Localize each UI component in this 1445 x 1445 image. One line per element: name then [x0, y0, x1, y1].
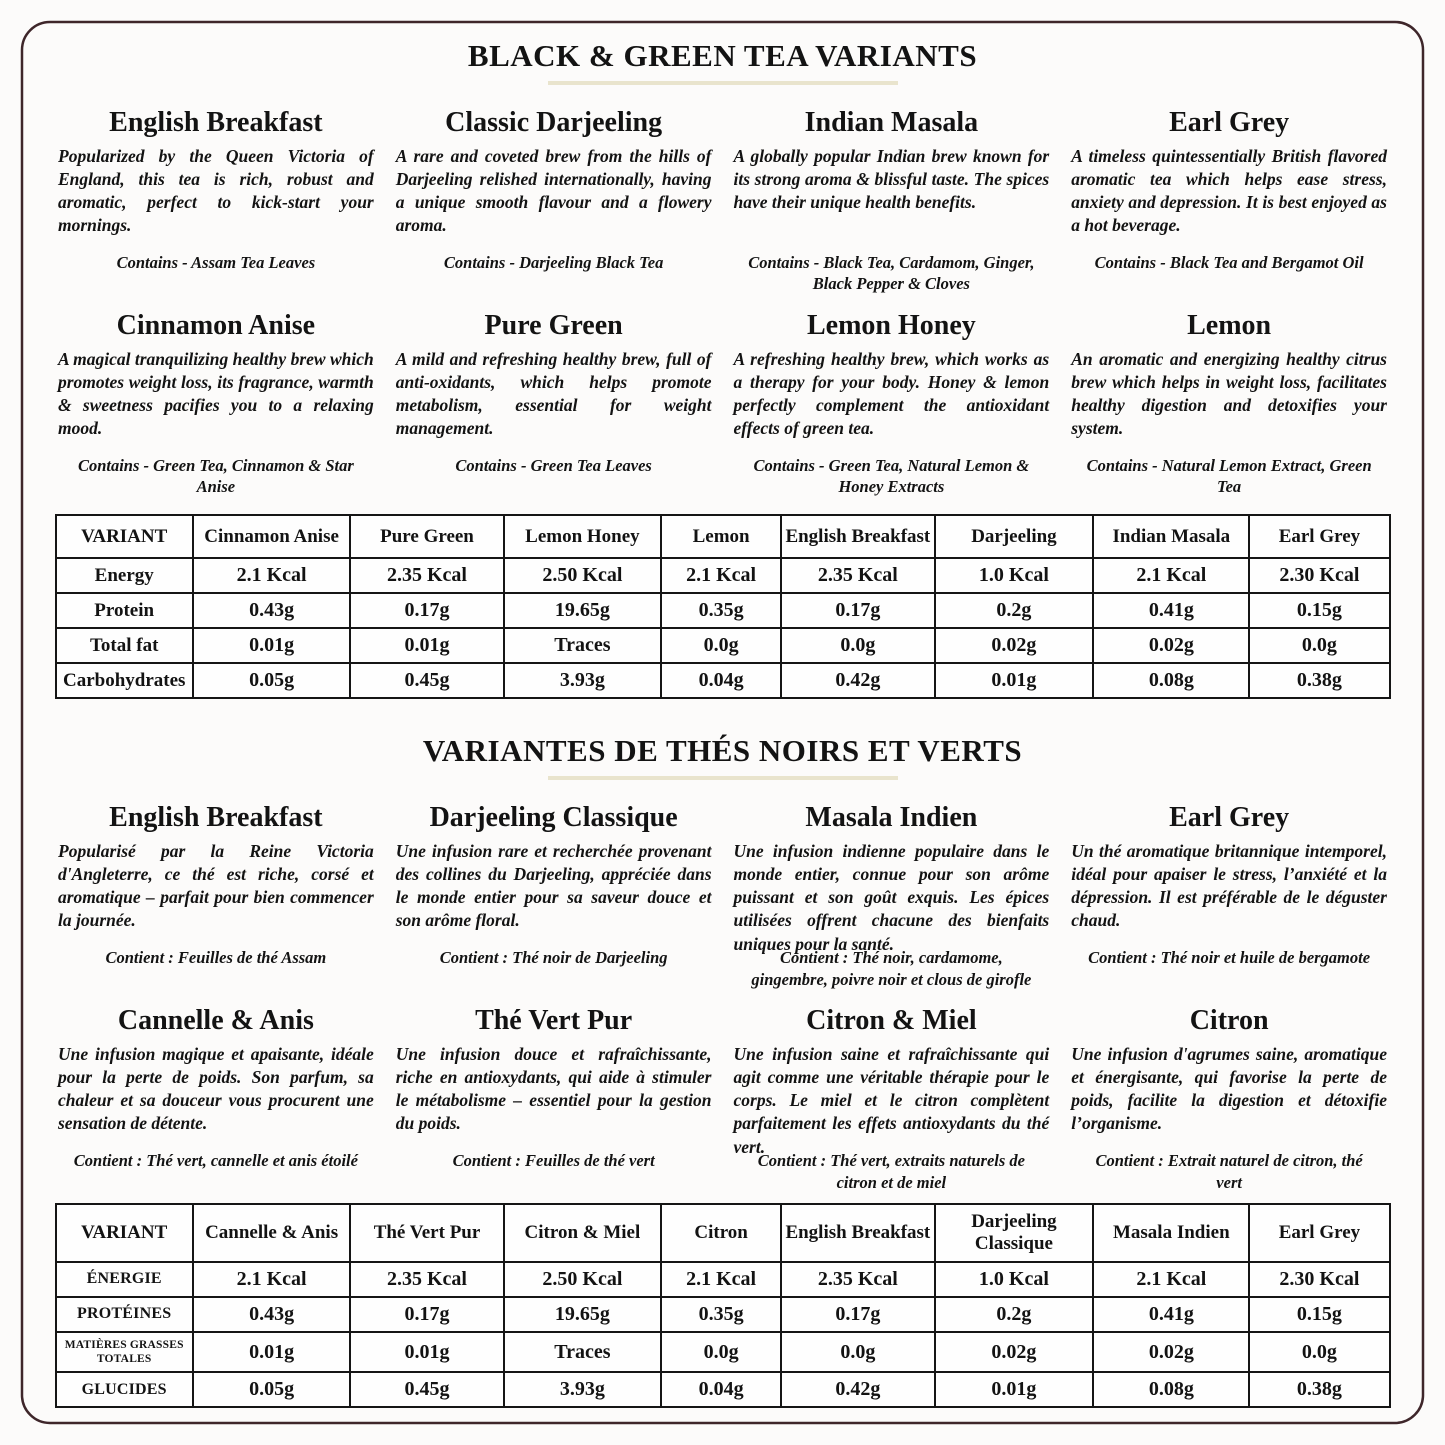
tea-card-contains: Contient : Thé vert, extraits naturels de citron et de miel [757, 1151, 1025, 1192]
table-header-cell: Cannelle & Anis [193, 1204, 350, 1262]
tea-card-title: Cinnamon Anise [116, 309, 316, 341]
table-header-cell: Cinnamon Anise [193, 515, 350, 559]
tea-card-earl-grey-en [1071, 93, 1387, 296]
value-cell: 0.17g [781, 593, 934, 628]
tea-card-pure-green [396, 296, 712, 499]
row-label-cell: Energy [56, 558, 193, 593]
row-label-cell: PROTÉINES [56, 1297, 193, 1332]
value-cell: 2.1 Kcal [1093, 558, 1249, 593]
tea-card-description: A magical tranquilizing healthy brew which promotes weight loss, its fragrance, warmth & sweetness pacifies you to a relaxing mood. [58, 348, 374, 439]
value-cell: 0.08g [1093, 1372, 1249, 1407]
tea-card-darjeeling-classique [396, 788, 712, 991]
table-row-glucides [56, 1372, 1390, 1407]
value-cell: 0.02g [935, 628, 1094, 663]
value-cell: 0.45g [350, 1372, 503, 1407]
tea-card-description: Un thé aromatique britannique intemporel, idéal pour apaiser le stress, l’anxiété et la dépression. Il est préférable de le déguster chaud. [1071, 841, 1387, 931]
table-header-cell: Lemon [661, 515, 781, 559]
value-cell: 19.65g [504, 1297, 661, 1332]
value-cell: 2.35 Kcal [350, 558, 503, 593]
table-header-row [56, 1204, 1390, 1262]
table-row-carbohydrates [56, 663, 1390, 698]
tea-card-description: A globally popular Indian brew known for its strong aroma & blissful taste. The spices have their unique health benefits. [733, 145, 1050, 212]
tea-card-lemon-honey [734, 296, 1050, 499]
value-cell: 2.50 Kcal [504, 1262, 661, 1297]
value-cell: 0.41g [1093, 1297, 1249, 1332]
value-cell: 2.30 Kcal [1249, 1262, 1389, 1297]
value-cell: 0.15g [1249, 593, 1389, 628]
section-title-en: BLACK & GREEN TEA VARIANTS [467, 38, 978, 73]
tea-card-description: Une infusion rare et recherchée provenant des collines du Darjeeling, appréciée dans le monde entier pour sa saveur douce et son arôme floral. [395, 841, 712, 931]
tea-card-cinnamon-anise [58, 296, 374, 499]
value-cell: 19.65g [504, 593, 661, 628]
tea-card-title: Indian Masala [804, 106, 979, 138]
tea-card-title: English Breakfast [109, 801, 323, 833]
nutrition-table-fr [55, 1203, 1391, 1408]
tea-card-contains: Contains - Green Tea Leaves [455, 455, 652, 475]
value-cell: 0.0g [781, 1332, 934, 1373]
tea-card-title: Citron & Miel [806, 1004, 977, 1036]
value-cell: 0.17g [350, 1297, 503, 1332]
value-cell: 0.38g [1249, 1372, 1389, 1407]
value-cell: 0.2g [935, 1297, 1094, 1332]
tea-card-contains: Contient : Feuilles de thé Assam [105, 948, 327, 968]
value-cell: 0.05g [193, 1372, 350, 1407]
tea-card-description: Popularisé par la Reine Victoria d'Angleterre, ce thé est riche, corsé et aromatique – parfait pour bien commencer la journée. [58, 841, 374, 931]
tea-card-contains: Contains - Green Tea, Natural Lemon & Honey Extracts [753, 455, 1030, 497]
value-cell: 0.04g [661, 663, 781, 698]
table-row-proteines [56, 1297, 1390, 1332]
value-cell: 2.1 Kcal [193, 558, 350, 593]
tea-card-cannelle-anis [58, 991, 374, 1194]
value-cell: 0.45g [350, 663, 503, 698]
table-row-energy [56, 558, 1390, 593]
value-cell: 0.17g [781, 1297, 934, 1332]
nutrition-table-wrap-en [50, 514, 1395, 700]
tea-card-citron [1071, 991, 1387, 1194]
value-cell: 0.35g [661, 1297, 781, 1332]
tea-card-title: Masala Indien [805, 801, 978, 833]
tea-card-title: Darjeeling Classique [429, 801, 678, 833]
value-cell: 2.1 Kcal [661, 1262, 781, 1297]
table-header-cell: Citron & Miel [504, 1204, 661, 1262]
value-cell: 0.01g [935, 1372, 1094, 1407]
tea-card-contains: Contient : Thé vert, cannelle et anis étoilé [73, 1151, 358, 1171]
value-cell: 0.04g [661, 1372, 781, 1407]
table-header-cell: Masala Indien [1093, 1204, 1249, 1262]
value-cell: 0.2g [935, 593, 1094, 628]
value-cell: 0.38g [1249, 663, 1389, 698]
value-cell: 2.1 Kcal [1093, 1262, 1249, 1297]
tea-card-contains: Contains - Darjeeling Black Tea [443, 252, 664, 272]
tea-card-contains: Contains - Black Tea and Bergamot Oil [1094, 252, 1364, 272]
value-cell: Traces [504, 628, 661, 663]
value-cell: 0.08g [1093, 663, 1249, 698]
tea-card-contains: Contains - Black Tea, Cardamom, Ginger, Black Pepper & Cloves [748, 252, 1035, 294]
value-cell: 2.1 Kcal [661, 558, 781, 593]
value-cell: 2.35 Kcal [350, 1262, 503, 1297]
row-label-cell: Total fat [56, 628, 193, 663]
value-cell: 0.01g [350, 628, 503, 663]
value-cell: 2.1 Kcal [193, 1262, 350, 1297]
section-english [50, 40, 1395, 699]
table-row-total-fat [56, 628, 1390, 663]
tea-card-indian-masala [734, 93, 1050, 296]
tea-card-title: Lemon [1187, 309, 1272, 341]
tea-card-title: Lemon Honey [806, 309, 976, 341]
tea-card-contains: Contient : Extrait naturel de citron, thé vert [1095, 1151, 1363, 1192]
tea-card-description: A rare and coveted brew from the hills of Darjeeling relished internationally, having a unique smooth flavour and a flowery aroma. [395, 145, 712, 236]
title-underline-fr [548, 776, 898, 780]
tea-card-title: Cannelle & Anis [117, 1004, 314, 1036]
tea-card-citron-miel [734, 991, 1050, 1194]
value-cell: 0.42g [781, 1372, 934, 1407]
tea-card-title: Citron [1189, 1004, 1269, 1036]
value-cell: 0.01g [193, 628, 350, 663]
tea-card-english-breakfast-en [58, 93, 374, 296]
tea-card-contains: Contient : Feuilles de thé vert [452, 1151, 655, 1171]
tea-card-description: A mild and refreshing healthy brew, full of anti-oxidants, which helps promote metabolism, essential for weight management. [395, 348, 712, 439]
value-cell: 0.0g [1249, 628, 1389, 663]
tea-card-classic-darjeeling [396, 93, 712, 296]
table-header-cell: Darjeeling [935, 515, 1094, 559]
value-cell: 0.43g [193, 1297, 350, 1332]
tea-card-english-breakfast-fr [58, 788, 374, 991]
tea-card-contains: Contains - Green Tea, Cinnamon & Star Anise [77, 455, 354, 497]
value-cell: 2.35 Kcal [781, 558, 934, 593]
value-cell: 0.0g [1249, 1332, 1389, 1373]
table-header-cell: Lemon Honey [504, 515, 661, 559]
value-cell: 2.50 Kcal [504, 558, 661, 593]
table-header-cell: Earl Grey [1249, 515, 1389, 559]
tea-card-earl-grey-fr [1071, 788, 1387, 991]
tea-card-description: A timeless quintessentially British flavored aromatic tea which helps ease stress, anxiety and depression. It is best enjoyed as a hot beverage. [1071, 145, 1387, 236]
tea-card-title: Earl Grey [1169, 801, 1290, 833]
tea-card-contains: Contient : Thé noir de Darjeeling [439, 948, 668, 968]
table-header-row [56, 515, 1390, 559]
value-cell: 0.01g [935, 663, 1094, 698]
section-french [50, 735, 1395, 1408]
value-cell: 0.02g [1093, 628, 1249, 663]
table-header-cell: Darjeeling Classique [935, 1204, 1094, 1262]
value-cell: 1.0 Kcal [935, 1262, 1094, 1297]
tea-card-description: Une infusion douce et rafraîchissante, riche en antioxydants, qui aide à stimuler le métabolisme – essentiel pour la gestion du poids. [395, 1044, 712, 1134]
tea-card-masala-indien [734, 788, 1050, 991]
value-cell: 0.05g [193, 663, 350, 698]
row-label-cell: GLUCIDES [56, 1372, 193, 1407]
nutrition-table-wrap-fr [50, 1203, 1395, 1408]
table-header-cell: Indian Masala [1093, 515, 1249, 559]
value-cell: 0.02g [935, 1332, 1094, 1373]
table-header-cell: Earl Grey [1249, 1204, 1389, 1262]
value-cell: 3.93g [504, 1372, 661, 1407]
tea-card-description: Une infusion d'agrumes saine, aromatique et énergisante, qui favorise la perte de poids, facilite la digestion et détoxifie l’organisme. [1071, 1044, 1387, 1134]
tea-card-contains: Contains - Assam Tea Leaves [116, 252, 316, 272]
value-cell: 3.93g [504, 663, 661, 698]
row-label-cell: ÉNERGIE [56, 1262, 193, 1297]
tea-card-contains: Contient : Thé noir et huile de bergamote [1088, 948, 1371, 968]
table-row-matieres-grasses [56, 1332, 1390, 1373]
tea-card-description: Une infusion magique et apaisante, idéale pour la perte de poids. Son parfum, sa chaleur et sa douceur vous procurent une sensation de détente. [58, 1044, 374, 1134]
tea-card-title: Earl Grey [1169, 106, 1290, 138]
row-label-cell: Carbohydrates [56, 663, 193, 698]
tea-card-title: Classic Darjeeling [445, 106, 663, 138]
value-cell: 0.35g [661, 593, 781, 628]
value-cell: 0.01g [193, 1332, 350, 1373]
value-cell: 0.15g [1249, 1297, 1389, 1332]
value-cell: 0.42g [781, 663, 934, 698]
value-cell: 2.30 Kcal [1249, 558, 1389, 593]
tea-card-description: A refreshing healthy brew, which works as a therapy for your body. Honey & lemon perfectly complement the antioxidant effects of green tea. [733, 348, 1050, 439]
value-cell: 0.41g [1093, 593, 1249, 628]
value-cell: 0.0g [661, 628, 781, 663]
nutrition-table-en [55, 514, 1391, 700]
tea-card-description: An aromatic and energizing healthy citrus brew which helps in weight loss, facilitates healthy digestion and detoxifies your system. [1071, 348, 1387, 439]
table-header-cell: VARIANT [56, 1204, 193, 1262]
title-underline-en [548, 81, 898, 85]
value-cell: 0.01g [350, 1332, 503, 1373]
table-header-cell: VARIANT [56, 515, 193, 559]
value-cell: 0.43g [193, 593, 350, 628]
table-header-cell: Pure Green [350, 515, 503, 559]
value-cell: 0.0g [781, 628, 934, 663]
tea-card-contains: Contient : Thé noir, cardamome, gingembre, poivre noir et clous de girofle [751, 948, 1032, 989]
value-cell: 0.17g [350, 593, 503, 628]
tea-card-contains: Contains - Natural Lemon Extract, Green Tea [1086, 455, 1372, 497]
tea-card-the-vert-pur [396, 991, 712, 1194]
table-row-energie [56, 1262, 1390, 1297]
tea-card-description: Popularized by the Queen Victoria of England, this tea is rich, robust and aromatic, perfect to kick-start your mornings. [58, 145, 374, 236]
tea-card-title: Pure Green [484, 309, 623, 341]
value-cell: 1.0 Kcal [935, 558, 1094, 593]
table-header-cell: Thé Vert Pur [350, 1204, 503, 1262]
tea-card-title: Thé Vert Pur [475, 1004, 633, 1036]
value-cell: 0.0g [661, 1332, 781, 1373]
section-title-fr: VARIANTES DE THÉS NOIRS ET VERTS [422, 733, 1023, 769]
value-cell: 0.02g [1093, 1332, 1249, 1373]
tea-card-title: English Breakfast [109, 106, 323, 138]
table-row-protein [56, 593, 1390, 628]
row-label-cell: MATIÈRES GRASSES TOTALES [56, 1332, 193, 1373]
tea-cards-grid-fr [50, 788, 1395, 1194]
tea-card-lemon [1071, 296, 1387, 499]
tea-card-description: Une infusion saine et rafraîchissante qui agit comme une véritable thérapie pour le corps. Le miel et le citron complètent parfaitement les effets antioxydants du thé vert. [733, 1044, 1050, 1157]
value-cell: Traces [504, 1332, 661, 1373]
row-label-cell: Protein [56, 593, 193, 628]
value-cell: 2.35 Kcal [781, 1262, 934, 1297]
table-header-cell: Citron [661, 1204, 781, 1262]
table-header-cell: English Breakfast [781, 515, 934, 559]
tea-card-description: Une infusion indienne populaire dans le monde entier, connue pour son arôme puissant et son goût exquis. Les épices utilisées offrent chacune des bienfaits uniques pour la santé. [733, 841, 1050, 954]
tea-cards-grid-en [50, 93, 1395, 499]
table-header-cell: English Breakfast [781, 1204, 934, 1262]
